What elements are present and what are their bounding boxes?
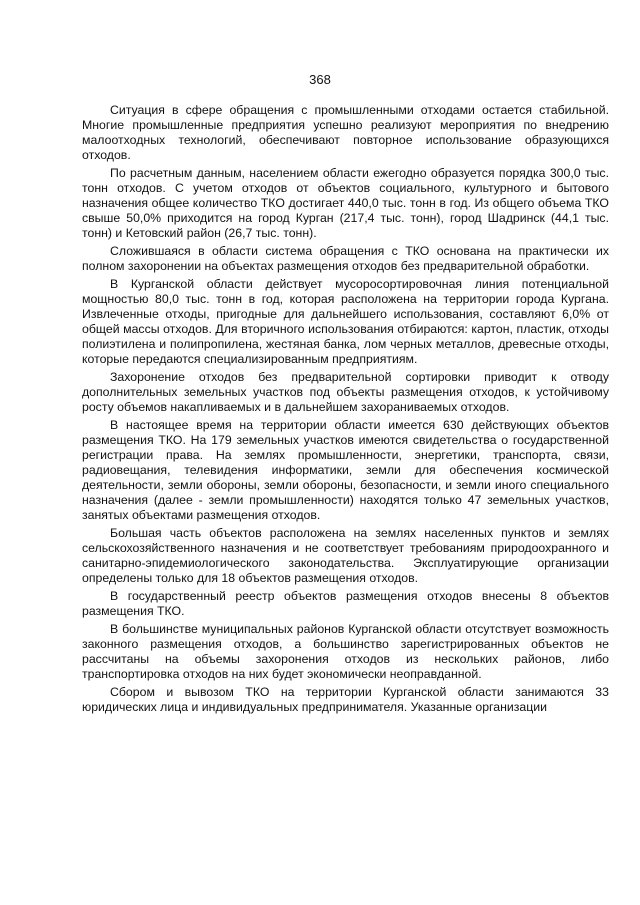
paragraph: В Курганской области действует мусоросортировочная линия потенциальной мощностью 80,0 тыс. тонн в год, которая расположена на территории города Кургана. Извлеченные отходы, пригодные для дальнейшего использования, составляют 6,0% от общей массы отходов. Для вторичного использования отбираются: картон, пластик, отходы полиэтилена и полипропилена, жестяная банка, лом черных металлов, древесные отходы, которые передаются специализированным предприятиям. <box>82 277 609 366</box>
paragraph: Ситуация в сфере обращения с промышленными отходами остается стабильной. Многие промышленные предприятия успешно реализуют мероприятия по внедрению малоотходных технологий, обеспечивают повторное использование образующихся отходов. <box>82 103 609 162</box>
paragraph: В государственный реестр объектов размещения отходов внесены 8 объектов размещения ТКО. <box>82 589 609 618</box>
paragraph: Сбором и вывозом ТКО на территории Курганской области занимаются 33 юридических лица и индивидуальных предпринимателя. Указанные организации <box>82 685 609 714</box>
paragraph: По расчетным данным, населением области ежегодно образуется порядка 300,0 тыс. тонн отходов. С учетом отходов от объектов социального, культурного и бытового назначения общее количество ТКО достигает 440,0 тыс. тонн в год. Из общего объема ТКО свыше 50,0% приходится на город Курган (217,4 тыс. тонн), город Шадринск (44,1 тыс. тонн) и Кетовский район (26,7 тыс. тонн). <box>82 166 609 240</box>
paragraph: Сложившаяся в области система обращения с ТКО основана на практически их полном захоронении на объектах размещения отходов без предварительной обработки. <box>82 244 609 273</box>
paragraph: Захоронение отходов без предварительной сортировки приводит к отводу дополнительных земельных участков под объекты размещения отходов, к устойчивому росту объемов накапливаемых и в дальнейшем захораниваемых отходов. <box>82 370 609 414</box>
paragraph: В большинстве муниципальных районов Курганской области отсутствует возможность законного размещения отходов, а большинство зарегистрированных объектов не рассчитаны на объемы захоронения отходов из нескольких районов, либо транспортировка отходов на них будет экономически неоправданной. <box>82 622 609 681</box>
page-number: 368 <box>309 72 331 87</box>
paragraph: В настоящее время на территории области имеется 630 действующих объектов размещения ТКО. На 179 земельных участков имеются свидетельства о государственной регистрации права. На землях промышленности, энергетики, транспорта, связи, радиовещания, телевидения информатики, земли для обеспечения космической деятельности, земли обороны, земли обороны, безопасности, и земли иного специального назначения (далее - земли промышленности) находятся только 47 земельных участков, занятых объектами размещения отходов. <box>82 418 609 522</box>
document-body <box>82 103 609 718</box>
paragraph: Большая часть объектов расположена на землях населенных пунктов и землях сельскохозяйственного назначения и не соответствует требованиям природоохранного и санитарно-эпидемиологического законодательства. Эксплуатирующие организации определены только для 18 объектов размещения отходов. <box>82 526 609 585</box>
